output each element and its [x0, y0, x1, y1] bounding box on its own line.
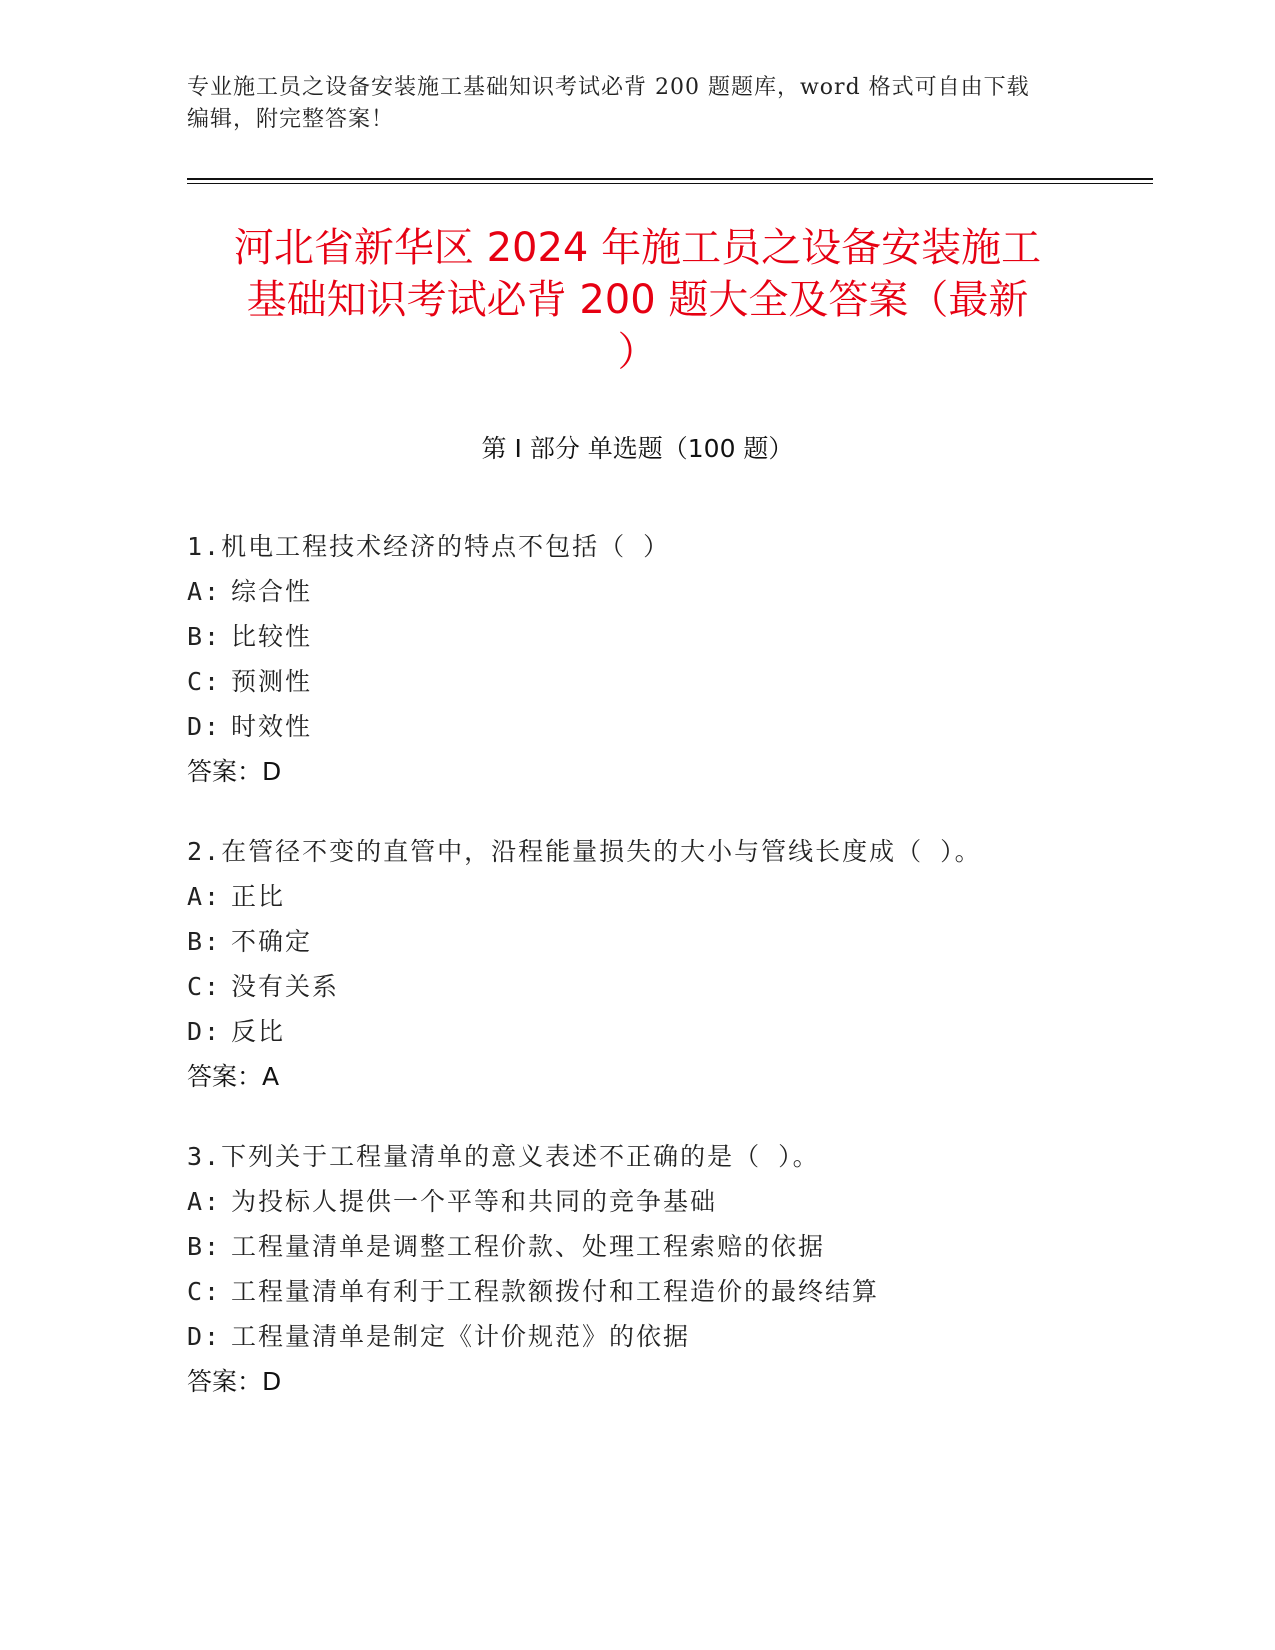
option-text: 时效性 [231, 712, 313, 741]
answer: 答案：A [187, 1062, 280, 1091]
question-stem: 2.在管径不变的直管中，沿程能量损失的大小与管线长度成（ ）。 [187, 837, 982, 866]
option-label: B: [187, 622, 222, 651]
question-1 [187, 524, 1147, 794]
option-text: 没有关系 [231, 972, 340, 1001]
option-b [187, 919, 1147, 964]
question-list [187, 524, 1147, 1439]
question-stem: 1.机电工程技术经济的特点不包括（ ） [187, 532, 671, 561]
document-title-line2: 基础知识考试必背 200 题大全及答案（最新 [246, 277, 1029, 323]
option-text: 预测性 [231, 667, 313, 696]
header-divider-thick [187, 178, 1153, 180]
option-text: 比较性 [231, 622, 313, 651]
option-d [187, 1009, 1147, 1054]
option-text: 工程量清单是调整工程价款、处理工程索赔的依据 [231, 1232, 826, 1261]
question-3 [187, 1134, 1147, 1404]
document-title-line3: ） [617, 329, 658, 375]
option-a [187, 569, 1147, 614]
option-b [187, 1224, 1147, 1269]
header-note-line2: 编辑，附完整答案！ [187, 107, 395, 132]
header-note [187, 72, 1067, 136]
option-a [187, 874, 1147, 919]
option-c [187, 1269, 1147, 1314]
option-text: 综合性 [231, 577, 313, 606]
option-label: C: [187, 1277, 222, 1306]
document-title-line1: 河北省新华区 2024 年施工员之设备安装施工 [233, 225, 1042, 271]
header-divider-thin [187, 183, 1153, 184]
option-b [187, 614, 1147, 659]
answer: 答案：D [187, 757, 282, 786]
option-d [187, 704, 1147, 749]
option-label: D: [187, 712, 222, 741]
option-c [187, 964, 1147, 1009]
document-title [150, 222, 1125, 378]
option-text: 不确定 [231, 927, 313, 956]
option-text: 正比 [231, 882, 286, 911]
option-label: D: [187, 1017, 222, 1046]
answer: 答案：D [187, 1367, 282, 1396]
option-label: A: [187, 1187, 222, 1216]
question-2 [187, 829, 1147, 1099]
question-stem: 3.下列关于工程量清单的意义表述不正确的是（ ）。 [187, 1142, 820, 1171]
option-text: 工程量清单有利于工程款额拨付和工程造价的最终结算 [231, 1277, 880, 1306]
option-label: B: [187, 927, 222, 956]
option-label: D: [187, 1322, 222, 1351]
section-heading: 第 I 部分 单选题（100 题） [481, 434, 794, 463]
option-label: B: [187, 1232, 222, 1261]
option-c [187, 659, 1147, 704]
header-note-line1: 专业施工员之设备安装施工基础知识考试必背 200 题题库，word 格式可自由下载 [187, 75, 1030, 100]
option-text: 工程量清单是制定《计价规范》的依据 [231, 1322, 691, 1351]
option-a [187, 1179, 1147, 1224]
option-text: 反比 [231, 1017, 286, 1046]
option-text: 为投标人提供一个平等和共同的竞争基础 [231, 1187, 718, 1216]
option-label: A: [187, 577, 222, 606]
option-label: C: [187, 972, 222, 1001]
option-d [187, 1314, 1147, 1359]
option-label: A: [187, 882, 222, 911]
option-label: C: [187, 667, 222, 696]
